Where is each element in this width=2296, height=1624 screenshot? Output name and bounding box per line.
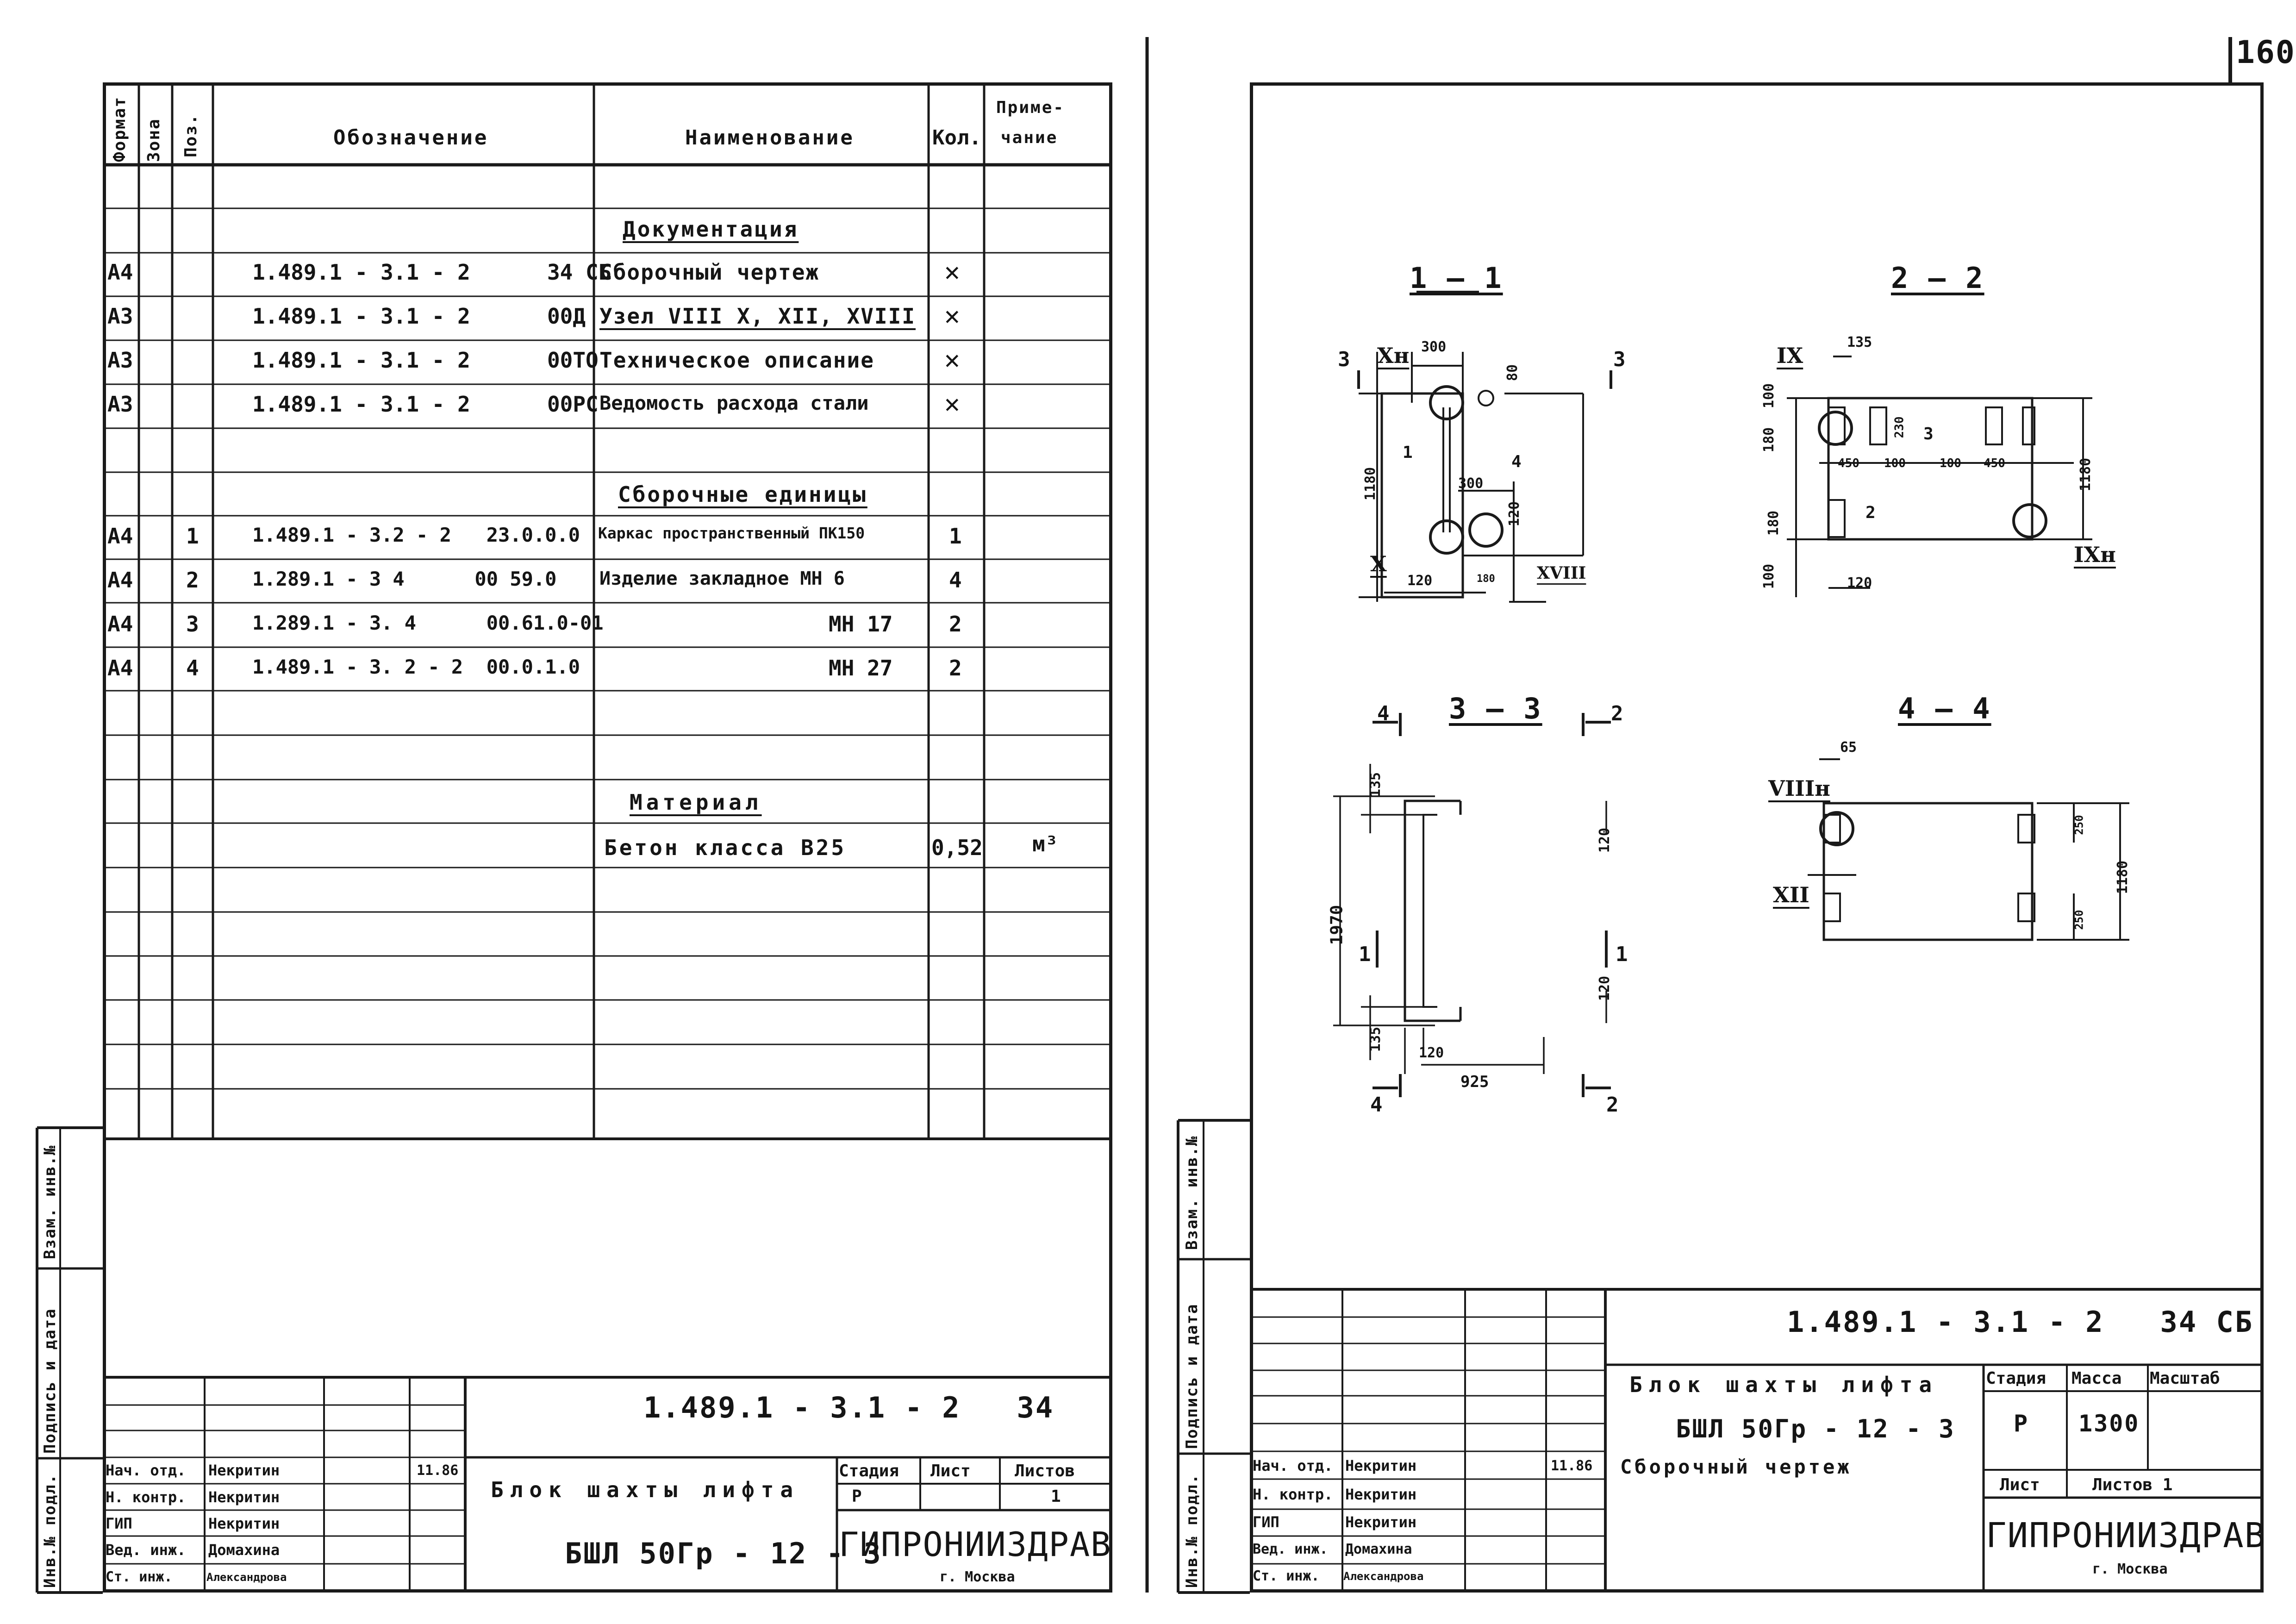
right-staff-4-role: Вед. инж. <box>1253 1541 1328 1557</box>
doc-row-1-qty: ✕ <box>944 257 960 287</box>
header-designation: Обозначение <box>333 126 489 150</box>
view-1-1-node-xviii: XVIII <box>1537 563 1586 583</box>
doc-row-3-name: Техническое описание <box>599 348 874 373</box>
left-org: ГИПРОНИИЗДРАВ <box>839 1525 1112 1564</box>
view-3-3-dim-135: 135 <box>1367 772 1384 798</box>
right-staff-5-role: Ст. инж. <box>1253 1568 1320 1584</box>
view-1-1-dim-300: 300 <box>1421 339 1447 355</box>
right-sheet-h: Лист <box>2000 1475 2040 1494</box>
page-number: 160 <box>2236 34 2296 71</box>
view-3-3-cut-4-top: 4 <box>1377 702 1391 725</box>
view-4-4-node-viii: VIIIн <box>1768 776 1830 801</box>
header-note-1: Приме- <box>996 98 1065 117</box>
right-staff-1-role: Нач. отд. <box>1253 1457 1333 1474</box>
right-title: Блок шахты лифта <box>1629 1372 1939 1397</box>
right-doc-code: 1.489.1 - 3.1 - 2 34 СБ <box>1787 1305 2254 1339</box>
view-1-1-pos-4: 4 <box>1511 452 1522 471</box>
view-2-2-dim-230: 230 <box>1892 416 1907 438</box>
unit-row-2-format: А4 <box>107 568 133 593</box>
left-stage-h: Стадия <box>839 1462 899 1480</box>
view-1-1-cut-left: 3 <box>1338 348 1352 371</box>
view-1-1-dim-1180: 1180 <box>1362 467 1379 501</box>
left-title: Блок шахты лифта <box>491 1477 800 1502</box>
left-doc-code: 1.489.1 - 3.1 - 2 34 <box>643 1391 1054 1424</box>
unit-row-3-pos: 3 <box>186 612 199 637</box>
view-3-3-cut-4-bottom: 4 <box>1370 1093 1384 1117</box>
header-format: Формат <box>110 96 129 162</box>
section-docs: Документация <box>623 217 799 242</box>
unit-row-4-name: МН 27 <box>829 656 893 681</box>
unit-row-4-designation: 1.489.1 - 3. 2 - 2 00.0.1.0 <box>252 656 580 678</box>
doc-row-4-qty: ✕ <box>944 389 960 419</box>
right-stage-h: Стадия <box>1986 1369 2046 1388</box>
left-side-inv-no: Инв.№ подл. <box>41 1473 59 1588</box>
view-4-4-title: 4 — 4 <box>1898 692 1991 725</box>
view-3-3-cut-2-bottom: 2 <box>1606 1093 1620 1117</box>
unit-row-4-pos: 4 <box>186 656 199 681</box>
view-3-3-dim-925: 925 <box>1460 1073 1489 1091</box>
view-2-2-dim-100d: 100 <box>1761 563 1778 589</box>
right-side-replace-inv: Взам. инв.№ <box>1183 1135 1201 1250</box>
right-staff-3-role: ГИП <box>1253 1513 1279 1531</box>
doc-row-2-format: А3 <box>107 304 133 329</box>
view-1-1-dim-120v: 120 <box>1506 501 1523 527</box>
unit-row-1-format: А4 <box>107 524 133 549</box>
doc-row-1-name: Сборочный чертеж <box>599 260 820 285</box>
view-2-2-dim-180b: 180 <box>1766 510 1782 536</box>
view-2-2-node-ixh: IXн <box>2074 542 2116 567</box>
material-name: Бетон класса В25 <box>604 835 847 860</box>
view-2-2-dim-450: 450 <box>1838 456 1859 470</box>
left-sheets: 1 <box>1051 1487 1061 1506</box>
header-pos: Поз. <box>181 113 200 157</box>
view-1-1-title: 1 — 1 <box>1410 261 1503 295</box>
view-4-4-dim-65: 65 <box>1840 739 1857 756</box>
view-1-1-node-xh: Xн <box>1377 343 1410 368</box>
left-side-replace-inv: Взам. инв.№ <box>41 1144 59 1259</box>
view-1-1-node-x: X <box>1370 551 1387 576</box>
view-2-2-pos-3: 3 <box>1923 425 1934 443</box>
unit-row-2-pos: 2 <box>186 568 199 593</box>
view-2-2-dim-450b: 450 <box>1984 456 2005 470</box>
doc-row-4-format: А3 <box>107 392 133 417</box>
header-zone: Зона <box>144 118 163 162</box>
view-4-4-dim-250b: 250 <box>2072 910 2086 930</box>
doc-row-1-designation: 1.489.1 - 3.1 - 2 34 СБ <box>252 260 611 285</box>
right-staff-3-name: Некритин <box>1345 1513 1417 1531</box>
doc-row-2-name: Узел VIII X, XII, XVIII <box>599 304 916 329</box>
view-2-2-dim-100b: 100 <box>1884 456 1906 470</box>
left-staff-1-date: 11.86 <box>417 1462 459 1479</box>
right-side-sign-date: Подпись и дата <box>1183 1303 1201 1449</box>
left-staff-1-name: Некритин <box>208 1462 280 1479</box>
view-2-2-pos-2: 2 <box>1866 503 1876 522</box>
doc-row-4-name: Ведомость расхода стали <box>599 392 869 414</box>
unit-row-1-pos: 1 <box>186 524 199 549</box>
unit-row-3-qty: 2 <box>949 612 962 637</box>
right-staff-5-name: Александрова <box>1343 1570 1424 1583</box>
doc-row-3-qty: ✕ <box>944 345 960 375</box>
view-3-3-dim-120b: 120 <box>1597 975 1613 1001</box>
view-1-1-cut-right: 3 <box>1613 348 1627 371</box>
material-note: м³ <box>1032 831 1058 856</box>
view-2-2-title: 2 — 2 <box>1891 261 1984 295</box>
header-note-2: чание <box>1001 128 1058 147</box>
doc-row-3-designation: 1.489.1 - 3.1 - 2 00ТО <box>252 348 599 373</box>
view-3-3-dim-120h: 120 <box>1419 1045 1444 1061</box>
right-stage: Р <box>2014 1410 2029 1437</box>
left-city: г. Москва <box>940 1569 1015 1585</box>
right-city: г. Москва <box>2092 1561 2168 1577</box>
left-staff-2-name: Некритин <box>208 1488 280 1506</box>
right-staff-2-name: Некритин <box>1345 1486 1417 1503</box>
view-3-3-cut-1-right: 1 <box>1616 943 1629 966</box>
view-2-2-dim-100c: 100 <box>1940 456 1961 470</box>
view-3-3-cut-1-left: 1 <box>1359 943 1373 966</box>
header-qty: Кол. <box>932 126 981 150</box>
view-1-1-dim-300b: 300 <box>1458 475 1484 492</box>
unit-row-3-format: А4 <box>107 612 133 637</box>
view-2-2-dim-135: 135 <box>1847 334 1872 350</box>
doc-row-4-designation: 1.489.1 - 3.1 - 2 00РС <box>252 392 599 417</box>
right-staff-2-role: Н. контр. <box>1253 1486 1333 1503</box>
right-staff-1-date: 11.86 <box>1551 1458 1593 1474</box>
view-3-3-title: 3 — 3 <box>1449 692 1542 725</box>
left-staff-1-role: Нач. отд. <box>106 1462 186 1479</box>
left-sheet-h: Лист <box>930 1462 971 1480</box>
unit-row-1-designation: 1.489.1 - 3.2 - 2 23.0.0.0 <box>252 524 580 546</box>
left-stage: Р <box>852 1487 862 1506</box>
right-mass-h: Масса <box>2071 1369 2122 1388</box>
section-units: Сборочные единицы <box>618 482 867 507</box>
left-sheets-h: Листов <box>1015 1462 1075 1480</box>
left-staff-3-name: Некритин <box>208 1515 280 1532</box>
material-qty: 0,52 <box>931 835 983 860</box>
left-staff-4-name: Домахина <box>208 1541 280 1559</box>
left-staff-5-role: Ст. инж. <box>106 1569 173 1585</box>
view-2-2-dim-100: 100 <box>1761 383 1778 409</box>
doc-row-1-format: А4 <box>107 260 133 285</box>
view-3-3-cut-2-top: 2 <box>1611 702 1625 725</box>
right-staff-1-name: Некритин <box>1345 1457 1417 1474</box>
view-4-4-dim-1180: 1180 <box>2115 860 2131 894</box>
view-2-2-dim-120: 120 <box>1847 575 1872 591</box>
right-side-inv-no: Инв.№ подл. <box>1183 1473 1201 1588</box>
view-1-1-dim-180: 180 <box>1477 573 1495 585</box>
view-1-1-dim-120: 120 <box>1407 573 1433 589</box>
unit-row-4-format: А4 <box>107 656 133 681</box>
view-4-4-dim-250: 250 <box>2072 815 2086 835</box>
left-staff-2-role: Н. контр. <box>106 1488 186 1506</box>
view-2-2-dim-180: 180 <box>1761 427 1778 453</box>
right-subtitle: Сборочный чертеж <box>1620 1455 1852 1478</box>
left-staff-4-role: Вед. инж. <box>106 1541 186 1559</box>
doc-row-3-format: А3 <box>107 348 133 373</box>
unit-row-1-qty: 1 <box>949 524 962 549</box>
unit-row-4-qty: 2 <box>949 656 962 681</box>
view-1-1-pos-1: 1 <box>1403 443 1413 462</box>
left-side-sign-date: Подпись и дата <box>41 1308 59 1454</box>
right-mark: БШЛ 50Гр - 12 - 3 <box>1676 1414 1955 1443</box>
left-staff-3-role: ГИП <box>106 1515 132 1532</box>
doc-row-2-designation: 1.489.1 - 3.1 - 2 00Д <box>252 304 586 329</box>
right-mass: 1300 <box>2078 1410 2140 1437</box>
view-2-2-node-ix: IX <box>1777 343 1803 368</box>
left-mark: БШЛ 50Гр - 12 - 3 <box>565 1537 882 1570</box>
unit-row-3-name: МН 17 <box>829 612 893 637</box>
unit-row-2-name: Изделие закладное МН 6 <box>599 568 845 589</box>
unit-row-1-name: Каркас пространственный ПК150 <box>598 524 865 542</box>
doc-row-2-qty: ✕ <box>944 301 960 331</box>
unit-row-2-qty: 4 <box>949 568 962 593</box>
view-2-2-dim-1180: 1180 <box>2078 457 2094 492</box>
right-org: ГИПРОНИИЗДРАВ <box>1986 1516 2266 1555</box>
view-3-3-dim-120: 120 <box>1597 827 1613 853</box>
right-scale-h: Масштаб <box>2150 1369 2220 1388</box>
left-staff-5-name: Александрова <box>206 1571 287 1584</box>
view-3-3-dim-135b: 135 <box>1367 1026 1384 1052</box>
unit-row-2-designation: 1.289.1 - 3 4 00 59.0 <box>252 568 557 590</box>
right-staff-4-name: Домахина <box>1345 1541 1412 1557</box>
view-3-3-dim-1970: 1970 <box>1327 905 1347 945</box>
view-1-1-dim-80: 80 <box>1504 364 1521 381</box>
header-name: Наименование <box>685 126 855 150</box>
unit-row-3-designation: 1.289.1 - 3. 4 00.61.0-01 <box>252 612 604 634</box>
view-4-4-node-xii: XII <box>1773 882 1809 907</box>
section-material: Материал <box>630 790 762 815</box>
right-sheets-h: Листов 1 <box>2092 1475 2173 1494</box>
